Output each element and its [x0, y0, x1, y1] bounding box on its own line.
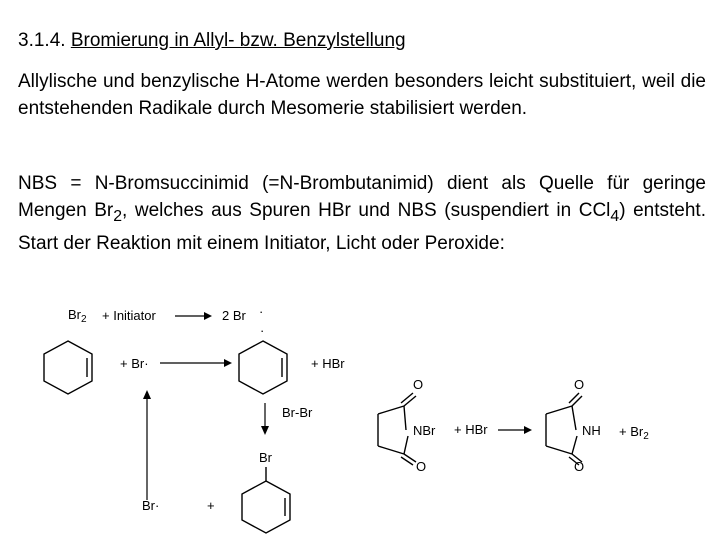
- nbs-text-2: , welches aus Spuren HBr und NBS (suspendiert in CCl: [122, 200, 611, 221]
- nbs-text-1: NBS = N-Bromsuccinimid (=N-Brombutanimid) dient als Quelle für geringe Mengen Br: [18, 173, 706, 221]
- plus-hbr: + HBr: [311, 356, 345, 371]
- succinimide-oxygen-top: O: [574, 377, 585, 392]
- init-br2: $Br_2$: [68, 307, 87, 325]
- succinimide-structure: [546, 393, 582, 465]
- allyl-radical: [239, 341, 287, 394]
- succinimide-nh-label: NH: [582, 423, 601, 438]
- nbs-oxygen-bottom: O: [416, 459, 427, 474]
- succinimide-oxygen-bottom: O: [574, 459, 585, 474]
- init-product: 2 Br: [222, 308, 246, 323]
- init-plus-initiator: + Initiator: [102, 308, 156, 323]
- nbs-text-3: ) entsteht. Start der Reaktion mit einem Initiator, Licht oder Peroxide:: [18, 200, 706, 254]
- allyl-radical-dot: ·: [260, 323, 265, 338]
- bottom-br-radical: Br·: [142, 498, 160, 513]
- allyl-bromide-product: [242, 467, 290, 533]
- nbs-structure: [378, 393, 416, 465]
- product-br-label: Br: [259, 450, 272, 465]
- plus-br2: + $Br_2$: [619, 424, 649, 442]
- init-radical-dot: ·: [259, 304, 264, 319]
- section-number: 3.1.4.: [18, 30, 66, 51]
- cyclohexene-start: [44, 341, 92, 394]
- nbs-nbr-label: NBr: [413, 423, 436, 438]
- plus-hbr-2: + HBr: [454, 422, 488, 437]
- paragraph-allylic: Allylische und benzylische H-Atome werden besonders leicht substituiert, weil die entstehenden Radikale durch Mesomerie stabilisiert werden.: [18, 71, 706, 119]
- nbs-sub-2: 4: [610, 207, 620, 225]
- section-title: Bromierung in Allyl- bzw. Benzylstellung: [70, 30, 406, 51]
- nbs-sub-1: 2: [113, 207, 123, 225]
- br-br-label: Br-Br: [282, 405, 313, 420]
- initiation-arrow: [175, 312, 212, 320]
- bottom-plus: +: [207, 498, 215, 513]
- plus-br-radical: + Br·: [120, 356, 149, 371]
- bromination-arrow: [261, 403, 269, 435]
- nbs-reaction-arrow: [498, 426, 532, 434]
- recycle-arrow: [143, 390, 151, 500]
- h-abstraction-arrow: [160, 359, 232, 367]
- nbs-oxygen-top: O: [413, 377, 424, 392]
